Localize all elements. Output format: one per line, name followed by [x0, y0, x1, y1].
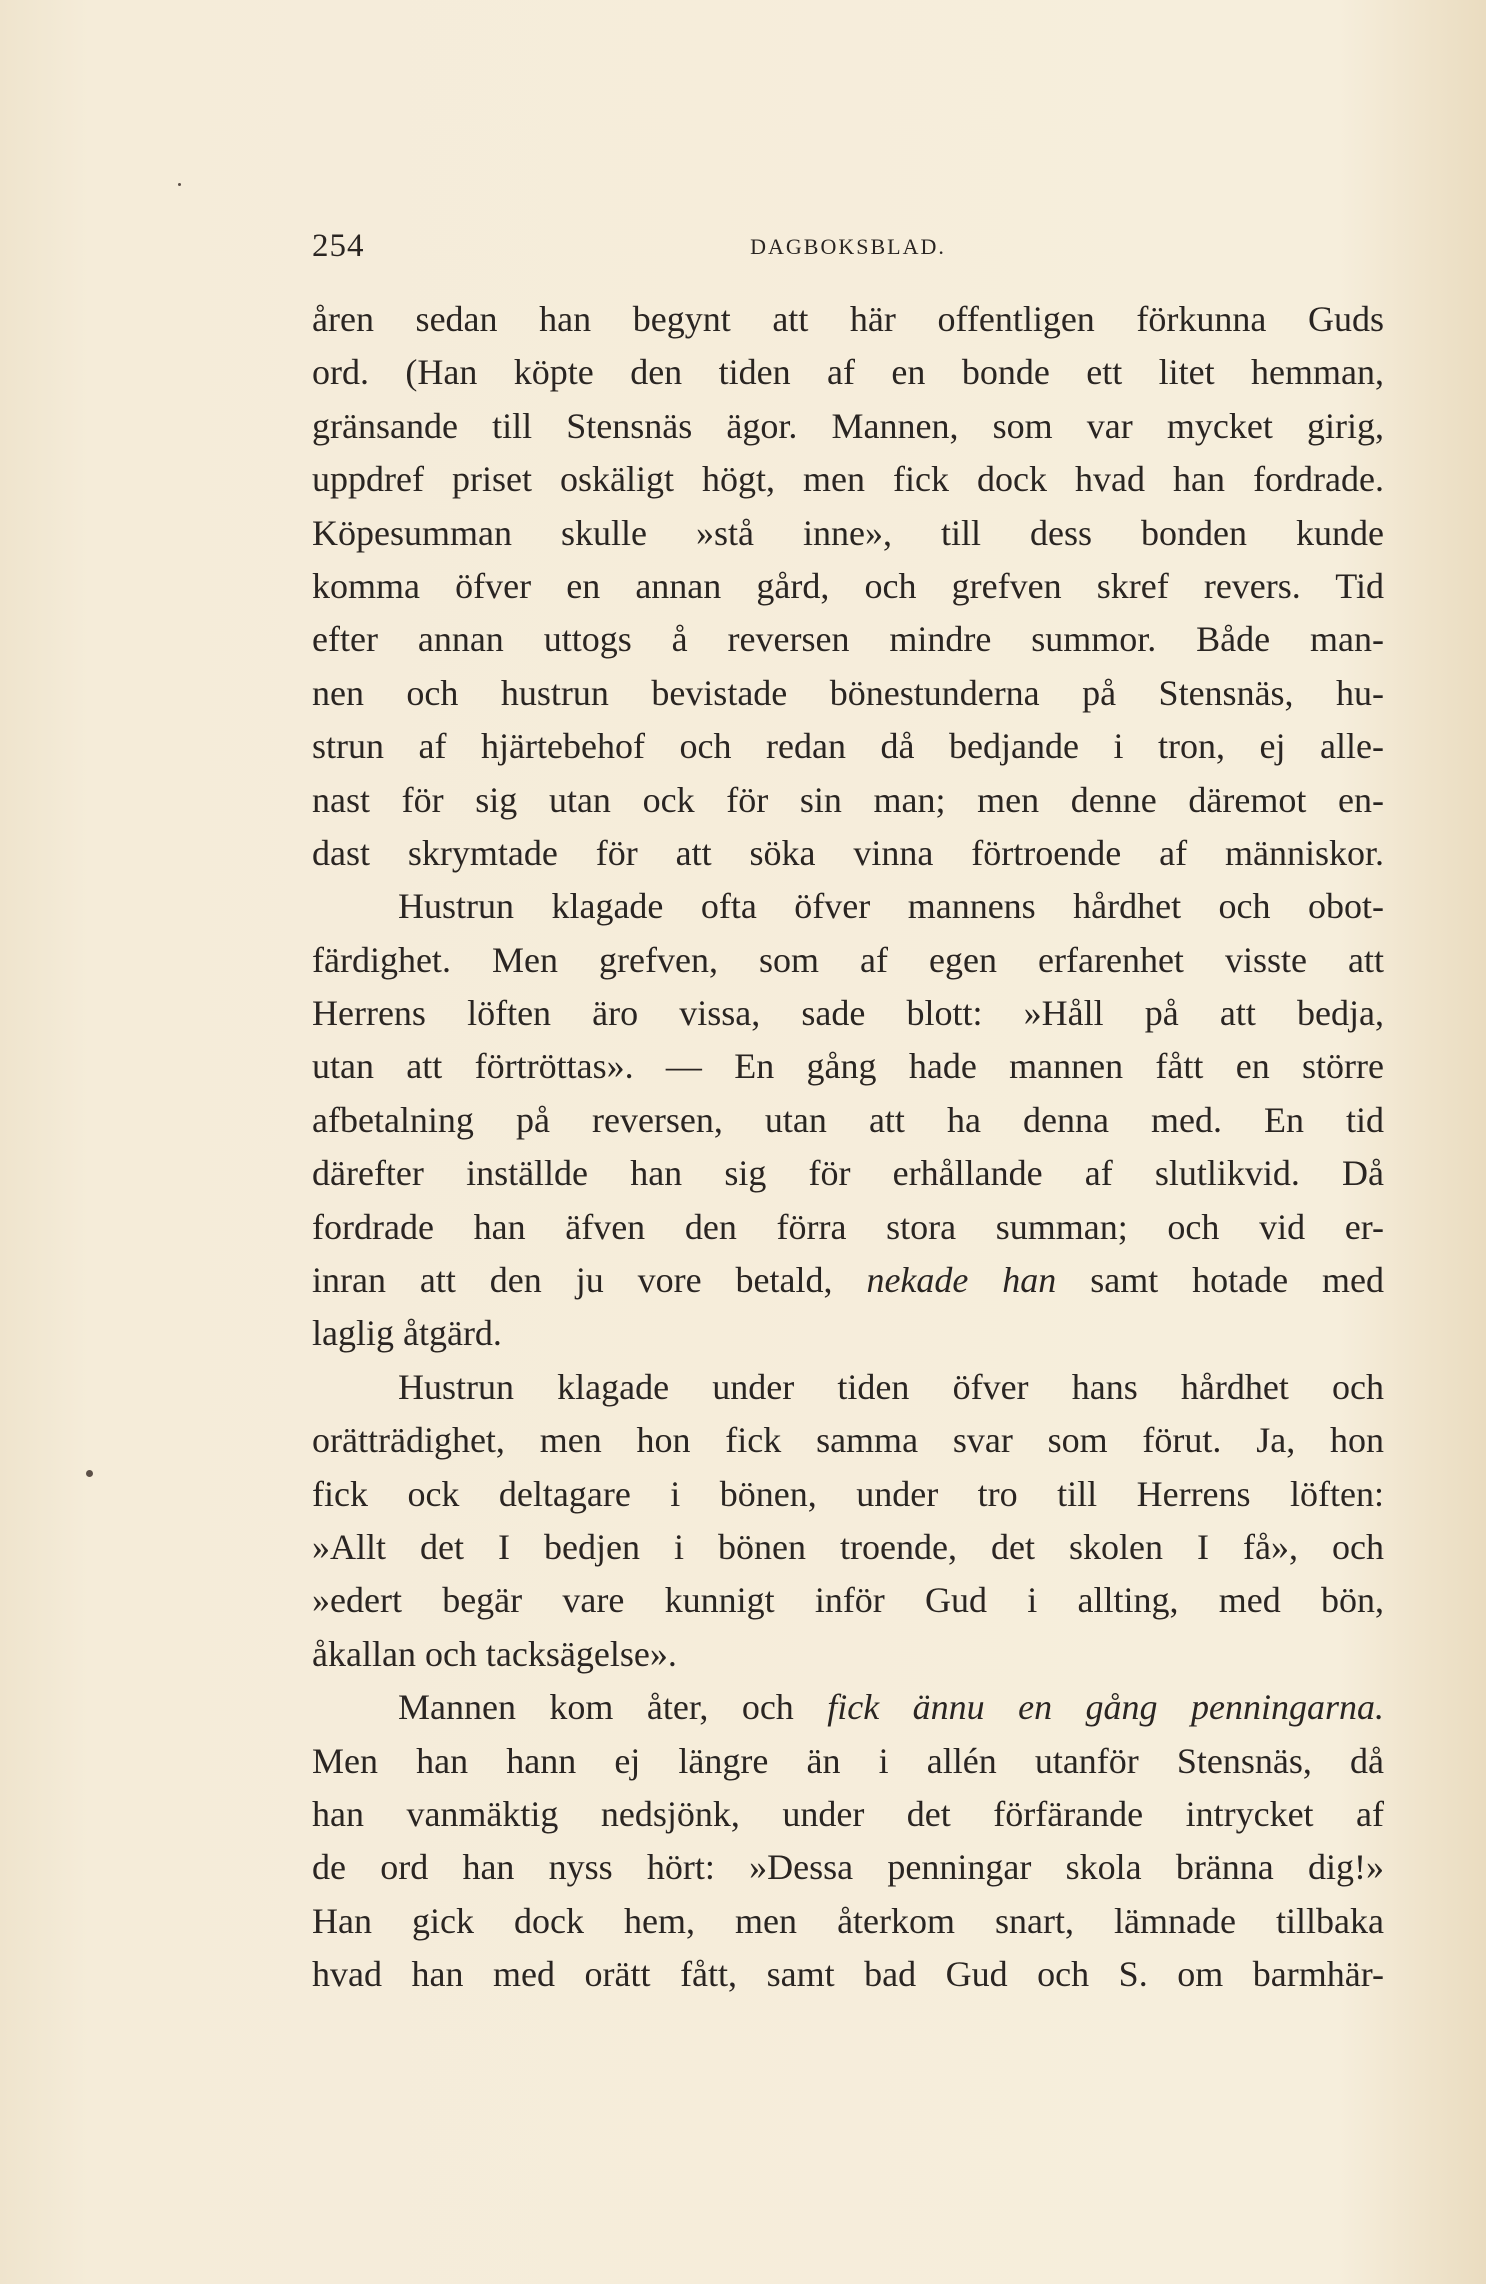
text-line: uppdref priset oskäligt högt, men fick dock hvad han fordrade.: [312, 459, 1384, 500]
text-line-mixed: [312, 1254, 1384, 1307]
italic-text: fick ännu en gång penningarna.: [827, 1687, 1384, 1728]
text-line: nast för sig utan ock för sin man; men denne däremot en-: [312, 779, 1384, 820]
text-line: Köpesumman skulle »stå inne», till dess bonden kunde: [312, 512, 1384, 553]
ink-speck: [86, 1470, 93, 1477]
text-line: strun af hjärtebehof och redan då bedjande i tron, ej alle-: [312, 726, 1384, 767]
text-line: komma öfver en annan gård, och grefven skref revers. Tid: [312, 565, 1384, 606]
text-line: efter annan uttogs å reversen mindre summor. Både man-: [312, 619, 1384, 660]
text-line: åkallan och tacksägelse».: [312, 1633, 677, 1674]
text-line: dast skrymtade för att söka vinna förtroende af människor.: [312, 832, 1384, 873]
text-line: utan att förtröttas». — En gång hade mannen fått en större: [312, 1046, 1384, 1087]
text-line: därefter inställde han sig för erhållande af slutlikvid. Då: [312, 1153, 1384, 1194]
page-header: [312, 228, 1384, 268]
text-line: Han gick dock hem, men återkom snart, lämnade tillbaka: [312, 1900, 1384, 1941]
text-line: gränsande till Stensnäs ägor. Mannen, som var mycket girig,: [312, 405, 1384, 446]
text-line: hvad han med orätt fått, samt bad Gud och S. om barmhär-: [312, 1954, 1384, 1995]
running-head: DAGBOKSBLAD.: [750, 234, 946, 259]
italic-text: nekade han: [866, 1260, 1057, 1301]
text-line: Herrens löften äro vissa, sade blott: »Håll på att bedja,: [312, 993, 1384, 1034]
page-number: 254: [312, 228, 365, 264]
text-line: han vanmäktig nedsjönk, under det förfärande intrycket af: [312, 1793, 1384, 1834]
text-segment: Mannen kom åter, och: [398, 1687, 794, 1728]
text-line: fordrade han äfven den förra stora summan; och vid er-: [312, 1206, 1384, 1247]
body-text: [312, 293, 1384, 2002]
text-segment: samt hotade med: [1090, 1260, 1384, 1301]
text-line: färdighet. Men grefven, som af egen erfarenhet visste att: [312, 939, 1384, 980]
text-line: afbetalning på reversen, utan att ha denna med. En tid: [312, 1099, 1384, 1140]
text-line: Men han hann ej längre än i allén utanför Stensnäs, då: [312, 1740, 1384, 1781]
text-line: »edert begär vare kunnigt inför Gud i allting, med bön,: [312, 1580, 1384, 1621]
text-line: orätträdighet, men hon fick samma svar som förut. Ja, hon: [312, 1420, 1384, 1461]
text-line: Hustrun klagade ofta öfver mannens hårdhet och obot-: [398, 886, 1384, 927]
text-line: laglig åtgärd.: [312, 1313, 502, 1354]
text-line: »Allt det I bedjen i bönen troende, det skolen I få», och: [312, 1526, 1384, 1567]
text-line: ord. (Han köpte den tiden af en bonde ett litet hemman,: [312, 352, 1384, 393]
text-line-mixed: [312, 1681, 1384, 1734]
text-line: fick ock deltagare i bönen, under tro till Herrens löften:: [312, 1473, 1384, 1514]
text-segment: inran att den ju vore betald,: [312, 1260, 833, 1301]
ink-speck: [178, 183, 181, 186]
text-line: åren sedan han begynt att här offentligen förkunna Guds: [312, 299, 1384, 339]
text-line: Hustrun klagade under tiden öfver hans hårdhet och: [398, 1366, 1384, 1407]
text-line: nen och hustrun bevistade bönestunderna på Stensnäs, hu-: [312, 672, 1384, 713]
text-line: de ord han nyss hört: »Dessa penningar skola bränna dig!»: [312, 1847, 1384, 1888]
